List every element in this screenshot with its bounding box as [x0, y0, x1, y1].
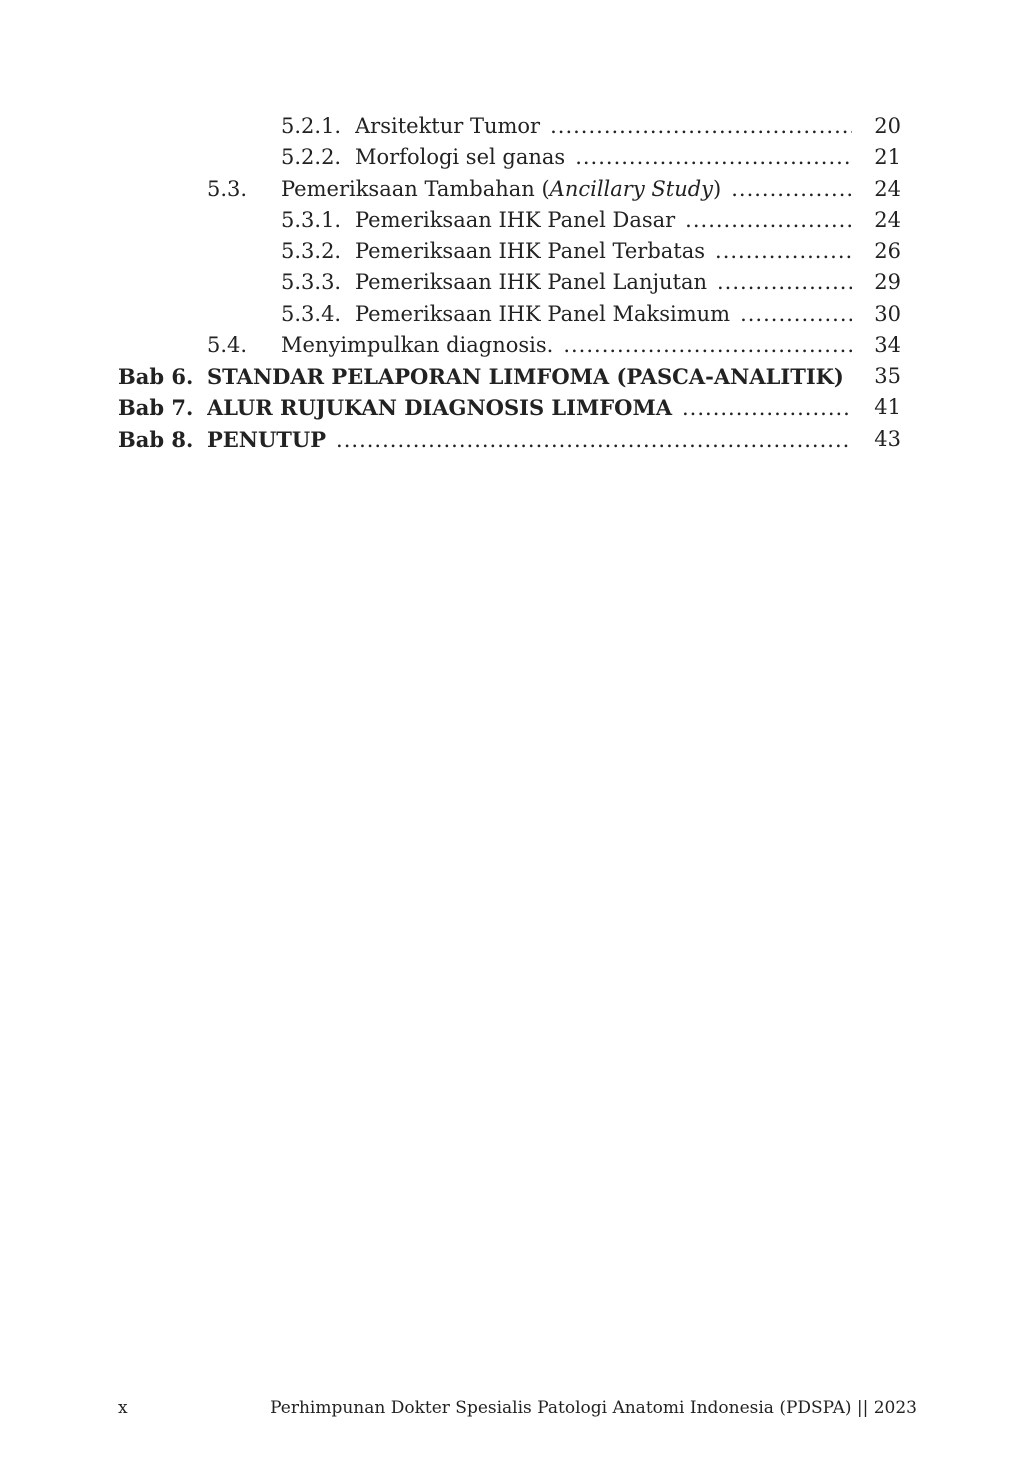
- toc-chapter-number: Bab 6.: [118, 364, 194, 389]
- toc-entry-page: 34: [874, 333, 901, 357]
- toc-entry-title-with-leader: [355, 267, 852, 298]
- toc-entry-title-with-leader: [355, 111, 852, 142]
- toc-entry-number: 5.2.2.: [281, 145, 342, 169]
- dot-leader: [730, 299, 852, 330]
- toc-entry-page: 41: [874, 395, 901, 419]
- toc-chapter-title: STANDAR PELAPORAN LIMFOMA (PASCA-ANALITIK): [207, 364, 844, 389]
- dot-leader: [844, 362, 852, 393]
- toc-entry-title-with-leader: [355, 299, 852, 330]
- toc-entry-page: 24: [874, 208, 901, 232]
- toc-entry-page: 21: [874, 145, 901, 169]
- toc-entry-title: Menyimpulkan diagnosis.: [281, 333, 554, 357]
- toc-entry-number: 5.3.: [207, 177, 248, 201]
- toc-entry-title-with-leader: [355, 205, 852, 236]
- footer-publisher: Perhimpunan Dokter Spesialis Patologi Anatomi Indonesia (PDSPA) || 2023: [270, 1398, 917, 1418]
- toc-entry-title: Pemeriksaan IHK Panel Dasar: [355, 208, 676, 232]
- dot-leader: [553, 330, 852, 361]
- toc-entry-title-with-leader: [207, 392, 852, 424]
- toc-entry-title: Arsitektur Tumor: [355, 114, 541, 138]
- toc-entry-5-3-2[interactable]: [0, 236, 1034, 267]
- toc-entry-number: 5.3.2.: [281, 239, 342, 263]
- toc-entry-5-4[interactable]: [0, 330, 1034, 361]
- toc-entry-page: 30: [874, 302, 901, 326]
- footer-page-number: x: [118, 1398, 128, 1418]
- toc-entry-title-part: Pemeriksaan Tambahan (: [281, 177, 550, 201]
- dot-leader: [672, 393, 852, 424]
- toc-entry-title: Pemeriksaan IHK Panel Lanjutan: [355, 270, 707, 294]
- toc-entry-5-3-4[interactable]: [0, 299, 1034, 330]
- toc-entry-number: 5.3.3.: [281, 270, 342, 294]
- dot-leader: [707, 267, 852, 298]
- toc-entry-5-3[interactable]: [0, 174, 1034, 205]
- toc-chapter-number: Bab 7.: [118, 395, 194, 420]
- toc-entry-title-with-leader: [355, 236, 852, 267]
- toc-entry-number: 5.2.1.: [281, 114, 342, 138]
- page-footer: [0, 1394, 1034, 1422]
- dot-leader: [721, 174, 852, 205]
- toc-entry-number: 5.3.4.: [281, 302, 342, 326]
- toc-entry-title: Morfologi sel ganas: [355, 145, 566, 169]
- toc-entry-title-with-leader: [207, 361, 852, 393]
- toc-entry-5-2-2[interactable]: [0, 142, 1034, 173]
- toc-entry-bab-7[interactable]: [0, 392, 1034, 423]
- toc-entry-title: [281, 174, 721, 205]
- dot-leader: [540, 111, 852, 142]
- toc-entry-title-with-leader: [207, 424, 852, 456]
- toc-chapter-number: Bab 8.: [118, 427, 194, 452]
- toc-chapter-title: PENUTUP: [207, 427, 327, 452]
- toc-entry-title-part: ): [713, 177, 722, 201]
- toc-entry-page: 24: [874, 177, 901, 201]
- toc-entry-number: 5.4.: [207, 333, 248, 357]
- dot-leader: [675, 205, 852, 236]
- toc-entry-title: Pemeriksaan IHK Panel Terbatas: [355, 239, 706, 263]
- toc-entry-page: 29: [874, 270, 901, 294]
- toc-entry-title-with-leader: [281, 174, 852, 205]
- toc-entry-bab-8[interactable]: [0, 424, 1034, 455]
- toc-entry-title: Pemeriksaan IHK Panel Maksimum: [355, 302, 731, 326]
- dot-leader: [326, 425, 852, 456]
- toc-entry-page: 35: [874, 364, 901, 388]
- dot-leader: [565, 142, 852, 173]
- toc-entry-title-with-leader: [355, 142, 852, 173]
- toc-chapter-title: ALUR RUJUKAN DIAGNOSIS LIMFOMA: [207, 395, 672, 420]
- toc-entry-page: 26: [874, 239, 901, 263]
- dot-leader: [705, 236, 852, 267]
- toc-entry-title-italic: Ancillary Study: [549, 177, 714, 201]
- toc-entry-5-3-1[interactable]: [0, 205, 1034, 236]
- toc-entry-number: 5.3.1.: [281, 208, 342, 232]
- toc-entry-page: 43: [874, 427, 901, 451]
- toc-entry-bab-6[interactable]: [0, 361, 1034, 392]
- toc-entry-5-2-1[interactable]: [0, 111, 1034, 142]
- toc-entry-5-3-3[interactable]: [0, 267, 1034, 298]
- toc-entry-title-with-leader: [281, 330, 852, 361]
- toc-entry-page: 20: [874, 114, 901, 138]
